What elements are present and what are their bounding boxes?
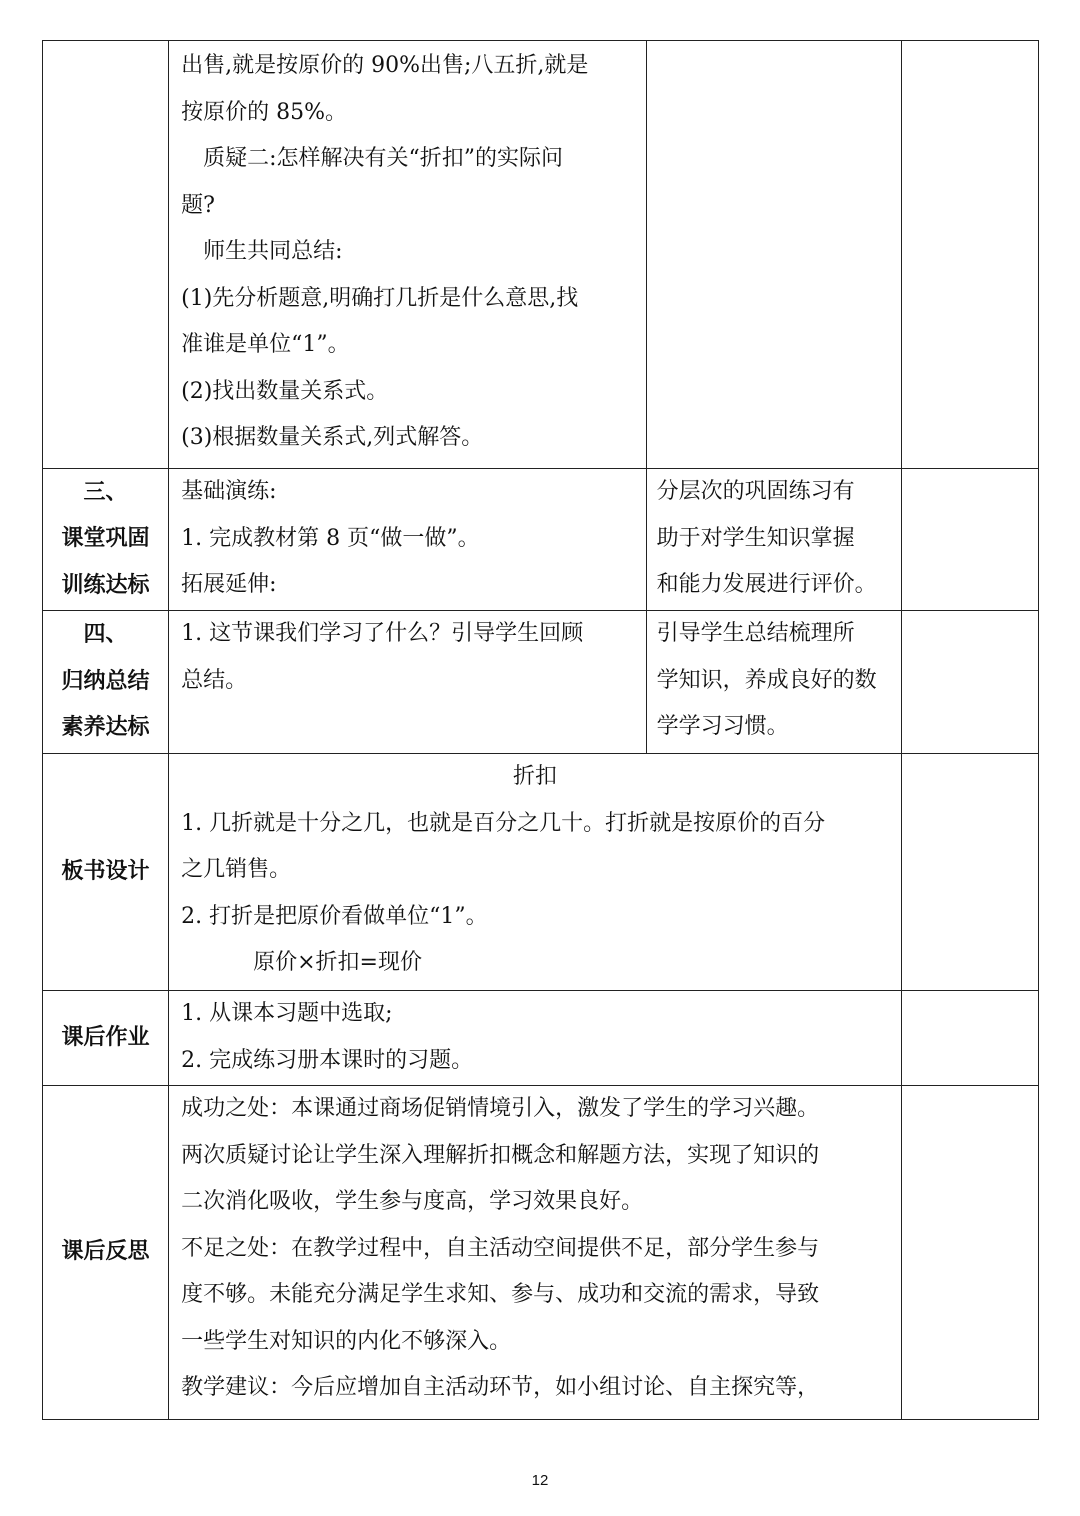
activity-cell xyxy=(169,611,646,754)
note-line: 学知识，养成良好的数 xyxy=(656,667,877,693)
text-line: 1. 这节课我们学习了什么？引导学生回顾 xyxy=(181,621,584,646)
text-line: 度不够。未能充分满足学生求知、参与、成功和交流的需求，导致 xyxy=(181,1282,820,1307)
section-label xyxy=(43,991,169,1086)
board-design-cell xyxy=(169,754,902,991)
text-line: (2)找出数量关系式。 xyxy=(181,378,389,404)
text-line: 1. 几折就是十分之几，也就是百分之几十。打折就是按原价的百分 xyxy=(181,810,826,836)
section-label xyxy=(43,754,169,991)
text-line: 基础演练: xyxy=(181,479,277,504)
section-title-line: 课后作业 xyxy=(61,1024,150,1050)
text-line: (1)先分析题意,明确打几折是什么意思,找 xyxy=(181,285,579,311)
blank-cell xyxy=(901,1086,1038,1420)
text-line: 准谁是单位“1”。 xyxy=(181,332,350,357)
row-homework xyxy=(43,991,1039,1086)
text-line: 成功之处：本课通过商场促销情境引入，激发了学生的学习兴趣。 xyxy=(181,1096,820,1121)
text-line: 2. 打折是把原价看做单位“1”。 xyxy=(181,903,488,929)
section-title-line: 训练达标 xyxy=(61,572,150,598)
section-label xyxy=(43,469,169,611)
text-line: (3)根据数量关系式,列式解答。 xyxy=(181,425,484,450)
section-title-line: 板书设计 xyxy=(61,858,150,884)
text-line: 2. 完成练习册本课时的习题。 xyxy=(181,1047,474,1073)
activity-cell xyxy=(169,41,646,469)
page-number: 12 xyxy=(531,1472,549,1489)
activity-cell xyxy=(169,469,646,611)
note-cell xyxy=(646,469,901,611)
blank-cell xyxy=(901,41,1038,469)
text-line: 教学建议：今后应增加自主活动环节，如小组讨论、自主探究等， xyxy=(181,1375,820,1400)
text-line: 1. 从课本习题中选取; xyxy=(181,1001,393,1026)
text-line: 不足之处：在教学过程中，自主活动空间提供不足，部分学生参与 xyxy=(181,1235,820,1261)
note-line: 分层次的巩固练习有 xyxy=(656,479,855,504)
note-line: 助于对学生知识掌握 xyxy=(656,525,855,551)
row-reflection xyxy=(43,1086,1039,1420)
section-label xyxy=(43,611,169,754)
text-line: 之几销售。 xyxy=(181,857,292,882)
note-line: 引导学生总结梳理所 xyxy=(656,621,855,646)
lesson-plan-table xyxy=(42,40,1039,1420)
text-line: 出售,就是按原价的 90%出售;八五折,就是 xyxy=(181,53,589,78)
text-line: 拓展延伸: xyxy=(181,572,277,597)
section-title-line: 素养达标 xyxy=(61,715,150,741)
row-summary xyxy=(43,611,1039,754)
section-number: 三、 xyxy=(83,479,128,505)
row-label-empty xyxy=(43,41,169,469)
board-title: 折扣 xyxy=(512,764,557,789)
note-line: 和能力发展进行评价。 xyxy=(656,572,877,597)
formula-line: 原价×折扣=现价 xyxy=(253,950,422,975)
text-line: 质疑二:怎样解决有关“折扣”的实际问 xyxy=(203,146,564,171)
text-line: 按原价的 85%。 xyxy=(181,99,348,125)
section-title-line: 课后反思 xyxy=(61,1239,150,1265)
section-number: 四、 xyxy=(83,622,128,648)
section-label xyxy=(43,1086,169,1420)
text-line: 题? xyxy=(181,192,215,218)
note-line: 学学习习惯。 xyxy=(656,714,789,739)
text-line: 1. 完成教材第 8 页“做一做”。 xyxy=(181,525,480,551)
reflection-cell xyxy=(169,1086,902,1420)
row-consolidation xyxy=(43,469,1039,611)
text-line: 一些学生对知识的内化不够深入。 xyxy=(181,1328,512,1354)
row-board-design xyxy=(43,754,1039,991)
homework-cell xyxy=(169,991,902,1086)
text-line: 两次质疑讨论让学生深入理解折扣概念和解题方法，实现了知识的 xyxy=(181,1142,820,1168)
note-cell xyxy=(646,41,901,469)
text-line: 总结。 xyxy=(181,667,248,693)
section-title-line: 课堂巩固 xyxy=(61,526,150,552)
row-continued-content xyxy=(43,41,1039,469)
text-line: 二次消化吸收，学生参与度高，学习效果良好。 xyxy=(181,1189,644,1214)
note-cell xyxy=(646,611,901,754)
blank-cell xyxy=(901,611,1038,754)
blank-cell xyxy=(901,754,1038,991)
section-title-line: 归纳总结 xyxy=(61,668,150,694)
blank-cell xyxy=(901,469,1038,611)
text-line: 师生共同总结: xyxy=(203,239,343,264)
blank-cell xyxy=(901,991,1038,1086)
